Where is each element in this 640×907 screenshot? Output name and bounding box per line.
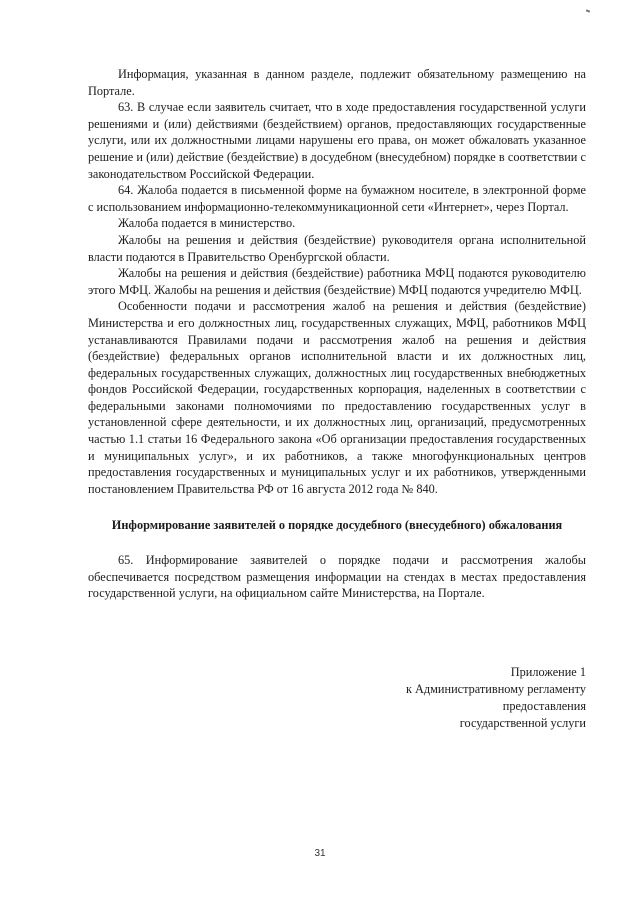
appendix-line-1: Приложение 1 (510, 664, 586, 679)
section-title: Информирование заявителей о порядке досудебного (внесудебного) обжалования (111, 518, 563, 533)
paragraph-65: 65. Информирование заявителей о порядке подачи и рассмотрения жалобы обеспечивается посредством размещения информации на стендах в местах предоставления государственной услуги, на официальном сайте Министерства, на Портале. (88, 553, 586, 601)
appendix-line-4: государственной услуги (459, 715, 586, 730)
paragraph-63: 63. В случае если заявитель считает, что в ходе предоставления государственной услуги решениями и (или) действиями (бездействием) органов, предоставляющих государственные услуги, или их должностными лицами нарушены его права, он может обжаловать указанное решение и (или) действие (бездействие) в досудебном (внесудебном) порядке в соответствии с законодательством Российской Федерации. (88, 100, 586, 181)
paragraph-mfc: Жалобы на решения и действия (бездействие) работника МФЦ подаются руководителю этого МФЦ. Жалобы на решения и действия (бездействие) МФЦ подаются учредителю МФЦ. (88, 266, 586, 297)
paragraph-portal-info: Информация, указанная в данном разделе, подлежит обязательному размещению на Портале. (88, 67, 586, 98)
appendix-line-3: предоставления (502, 698, 586, 713)
paragraph-64: 64. Жалоба подается в письменной форме на бумажном носителе, в электронной форме с использованием информационно-телекоммуникационной сети «Интернет», через Портал. (88, 183, 586, 214)
paragraph-government: Жалобы на решения и действия (бездействие) руководителя органа исполнительной власти подаются в Правительство Оренбургской области. (88, 232, 586, 264)
document-page (88, 66, 586, 732)
appendix-note (88, 664, 586, 732)
paragraph-features: Особенности подачи и рассмотрения жалоб на решения и действия (бездействие) Министерства и его должностных лиц, государственных служащих, МФЦ, работников МФЦ устанавливаются Правилами подачи и рассмотрения жалоб на решения и действия (бездействие) федеральных органов исполнительной власти и их должностных лиц, федеральных государственных служащих, должностных лиц государственных внебюджетных фондов Российской Федерации, государственных корпорация, наделенных в соответствии с федеральными законами полномочиями по предоставлению государственных услуг в установленной сфере деятельности, и их должностных лиц, организаций, предусмотренных частью 1.1 статьи 16 Федерального закона «Об организации предоставления государственных и муниципальных услуг», и их работников, а также многофункциональных центров предоставления государственных и муниципальных услуг и их работников, утвержденными постановлением Правительства РФ от 16 августа 2012 года № 840. (88, 299, 586, 496)
paragraph-ministry: Жалоба подается в министерство. (118, 216, 296, 231)
scan-artifact (586, 9, 590, 12)
page-number: 31 (314, 848, 326, 859)
appendix-line-2: к Административному регламенту (405, 681, 586, 696)
